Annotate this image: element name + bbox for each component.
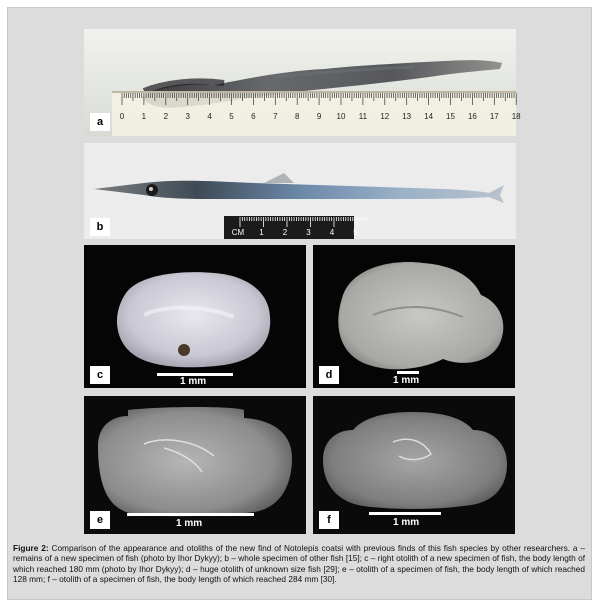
panel-d-photo [313,245,515,388]
panel-e-label: e [90,511,110,529]
panel-b-photo [84,143,516,239]
panel-f-label: f [319,511,339,529]
ruler-a-number: 7 [273,112,278,121]
ruler-a-number: 9 [316,112,322,121]
panel-e-scale-text: 1 mm [176,518,203,529]
panel-b-label: b [90,218,110,236]
ruler-a-number: 3 [185,112,190,121]
panel-d-scale-text: 1 mm [393,375,420,386]
ruler-a-number: 11 [358,112,368,121]
panel-d-label: d [319,366,339,384]
ruler-a-number: 5 [229,112,234,121]
ruler-a-number: 16 [467,112,477,121]
panel-c-photo [84,245,306,388]
ruler-a-number: 15 [446,112,455,121]
ruler-a-number: 18 [511,112,521,121]
ruler-a-number: 17 [489,112,499,121]
ruler-a-number: 13 [402,112,412,121]
panel-a-label: a [90,113,110,131]
panel-f-scale-bar [369,512,441,515]
panel-e-scale-bar [127,513,254,516]
ruler-a-number: 4 [207,112,212,121]
caption-label: Figure 2: [13,543,49,553]
panel-f-photo [313,396,515,534]
panel-f-scale-text: 1 mm [393,517,420,528]
ruler-b-number: 5 [353,228,358,237]
ruler-b-number: 4 [329,228,335,237]
panel-c-scale-text: 1 mm [180,376,207,387]
figure-caption [13,543,585,585]
panel-c-label: c [90,366,110,384]
ruler-a-number: 6 [251,112,256,121]
caption-text: Comparison of the appearance and otoliths of the new find of Notolepis coatsi with previous finds of this fish species by other researchers. a – remains of a new specimen of fish (photo by Ihor Dykyy); b – whole specimen of other fish [15]; c – right otolith of a new specimen of fish, the body length of which reached 180 mm (photo by Ihor Dykyy); d – huge otolith of unknown size fish [29]; e – otolith of a specimen of fish, the body length of which reached 128 mm; f – otolith of a specimen of fish, the body length of which reached 284 mm [30]. [13,543,585,585]
ruler-b-number: CM [231,228,245,237]
ruler-b-number: 1 [259,228,264,237]
ruler-b-number: 3 [306,228,311,237]
panel-a-photo [84,29,521,136]
ruler-a-number: 2 [163,112,169,121]
ruler-a-number: 1 [141,112,147,121]
ruler-a-number: 0 [119,112,125,121]
panel-e-photo [84,396,306,534]
ruler-b-number: 2 [282,228,288,237]
ruler-a-number: 14 [424,112,434,121]
ruler-a-number: 8 [294,112,300,121]
ruler-a-number: 10 [336,112,346,121]
panel-d-scale-bar [397,371,419,374]
ruler-a-number: 12 [380,112,390,121]
